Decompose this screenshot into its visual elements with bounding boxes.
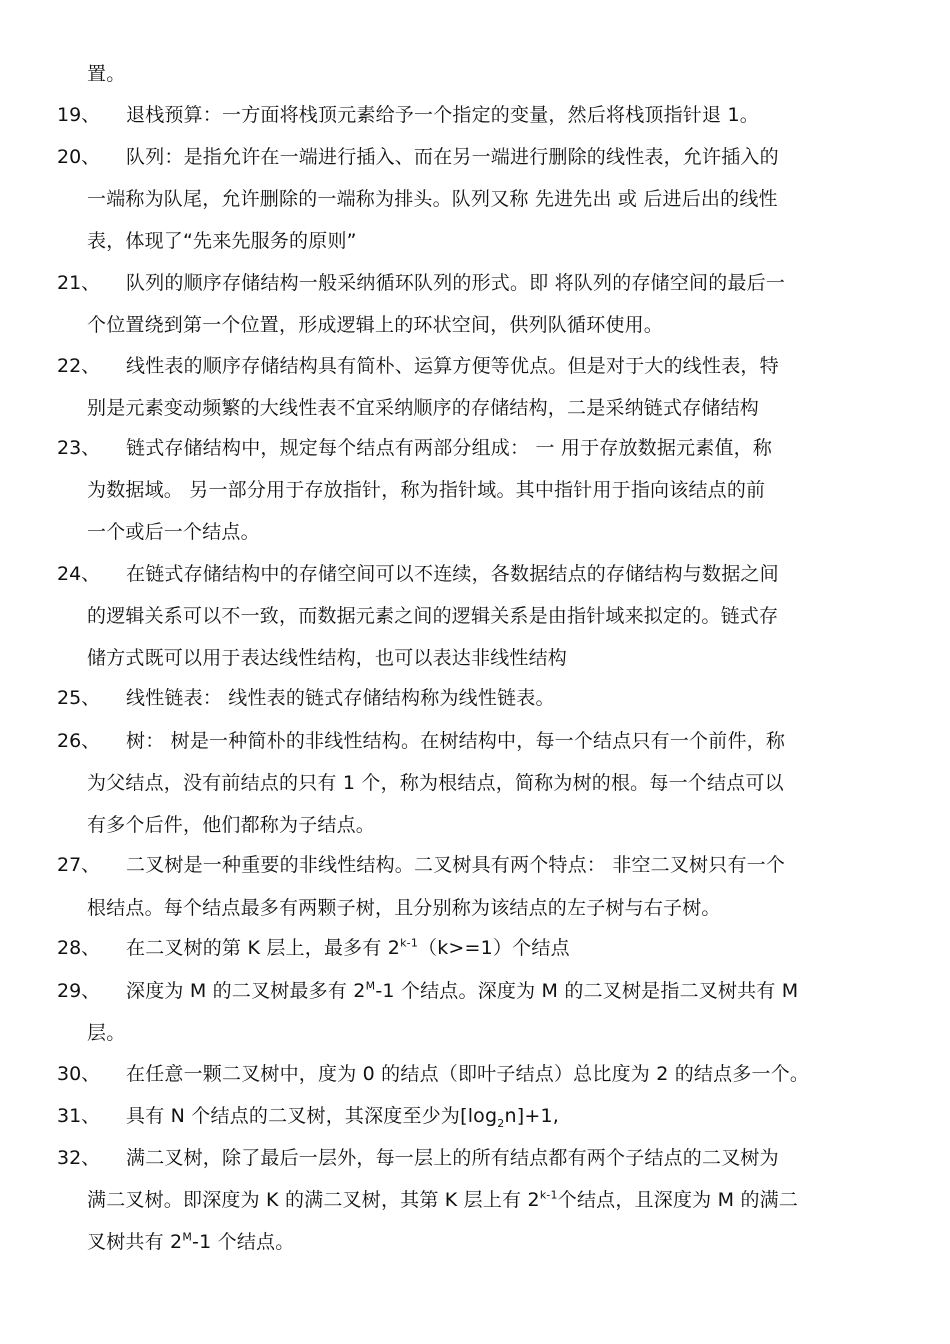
item-number: 26、 [57, 730, 101, 752]
text-span: 叉树共有 2 [87, 1231, 183, 1253]
text-line [87, 1188, 798, 1212]
text-span: 个结点，且深度为 M 的满二 [557, 1189, 799, 1211]
text-line: 退栈预算：一方面将栈顶元素给予一个指定的变量，然后将栈顶指针退 1。 [126, 104, 759, 126]
text-span: （k>=1）个结点 [418, 937, 570, 959]
text-line: 一端称为队尾，允许删除的一端称为排头。队列又称 先进先出 或 后进后出的线性 [87, 188, 778, 210]
text-span: 具有 N 个结点的二叉树，其深度至少为[log [126, 1105, 498, 1127]
item-number: 21、 [57, 272, 101, 294]
item-number: 32、 [57, 1147, 101, 1169]
text-line: 根结点。每个结点最多有两颗子树，且分别称为该结点的左子树与右子树。 [87, 897, 721, 919]
text-line [87, 1230, 294, 1254]
item-number: 19、 [57, 104, 101, 126]
text-line: 置。 [87, 63, 126, 85]
text-line: 线性表的顺序存储结构具有简朴、运算方便等优点。但是对于大的线性表，特 [126, 355, 779, 377]
item-number: 27、 [57, 854, 101, 876]
text-line: 在任意一颗二叉树中，度为 0 的结点（即叶子结点）总比度为 2 的结点多一个。 [126, 1063, 810, 1085]
superscript: k-1 [539, 1188, 558, 1202]
text-line: 为父结点，没有前结点的只有 1 个，称为根结点，简称为树的根。每一个结点可以 [87, 772, 784, 794]
text-line: 在链式存储结构中的存储空间可以不连续，各数据结点的存储结构与数据之间 [126, 563, 779, 585]
superscript: M [365, 979, 376, 993]
text-span: 在二叉树的第 K 层上，最多有 2 [126, 937, 401, 959]
text-line: 队列：是指允许在一端进行插入、而在另一端进行删除的线性表，允许插入的 [126, 146, 779, 168]
text-line: 层。 [87, 1022, 126, 1044]
item-number: 20、 [57, 146, 101, 168]
text-line: 为数据域。 另一部分用于存放指针，称为指针域。其中指针用于指向该结点的前 [87, 479, 766, 501]
text-line: 有多个后件，他们都称为子结点。 [87, 814, 376, 836]
text-line [126, 1104, 559, 1128]
text-line: 队列的顺序存储结构一般采纳循环队列的形式。即 将队列的存储空间的最后一 [126, 272, 786, 294]
subscript: 2 [497, 1116, 505, 1130]
text-line: 树： 树是一种简朴的非线性结构。在树结构中，每一个结点只有一个前件，称 [126, 730, 786, 752]
item-number: 29、 [57, 980, 101, 1002]
item-number: 24、 [57, 563, 101, 585]
text-line: 链式存储结构中，规定每个结点有两部分组成： 一 用于存放数据元素值，称 [126, 437, 773, 459]
text-span: -1 个结点。 [192, 1231, 295, 1253]
text-line [126, 936, 570, 960]
text-line: 线性链表： 线性表的链式存储结构称为线性链表。 [126, 687, 555, 709]
item-number: 25、 [57, 687, 101, 709]
text-span: 满二叉树。即深度为 K 的满二叉树，其第 K 层上有 2 [87, 1189, 540, 1211]
text-line: 的逻辑关系可以不一致，而数据元素之间的逻辑关系是由指针域来拟定的。链式存 [87, 605, 779, 627]
text-line: 储方式既可以用于表达线性结构，也可以表达非线性结构 [87, 647, 568, 669]
item-number: 30、 [57, 1063, 101, 1085]
superscript: k-1 [400, 936, 419, 950]
text-line: 满二叉树，除了最后一层外，每一层上的所有结点都有两个子结点的二叉树为 [126, 1147, 779, 1169]
text-span: n]+1, [504, 1105, 559, 1127]
text-line: 别是元素变动频繁的大线性表不宜采纳顺序的存储结构，二是采纳链式存储结构 [87, 397, 760, 419]
text-line [126, 979, 798, 1003]
item-number: 23、 [57, 437, 101, 459]
item-number: 31、 [57, 1105, 101, 1127]
item-number: 22、 [57, 355, 101, 377]
superscript: M [182, 1230, 193, 1244]
item-number: 28、 [57, 937, 101, 959]
text-line: 表，体现了“先来先服务的原则” [87, 230, 357, 252]
text-span: 深度为 M 的二叉树最多有 2 [126, 980, 366, 1002]
text-span: -1 个结点。深度为 M 的二叉树是指二叉树共有 M [375, 980, 799, 1002]
text-line: 二叉树是一种重要的非线性结构。二叉树具有两个特点： 非空二叉树只有一个 [126, 854, 786, 876]
text-line: 个位置绕到第一个位置，形成逻辑上的环状空间，供列队循环使用。 [87, 314, 664, 336]
text-line: 一个或后一个结点。 [87, 521, 260, 543]
